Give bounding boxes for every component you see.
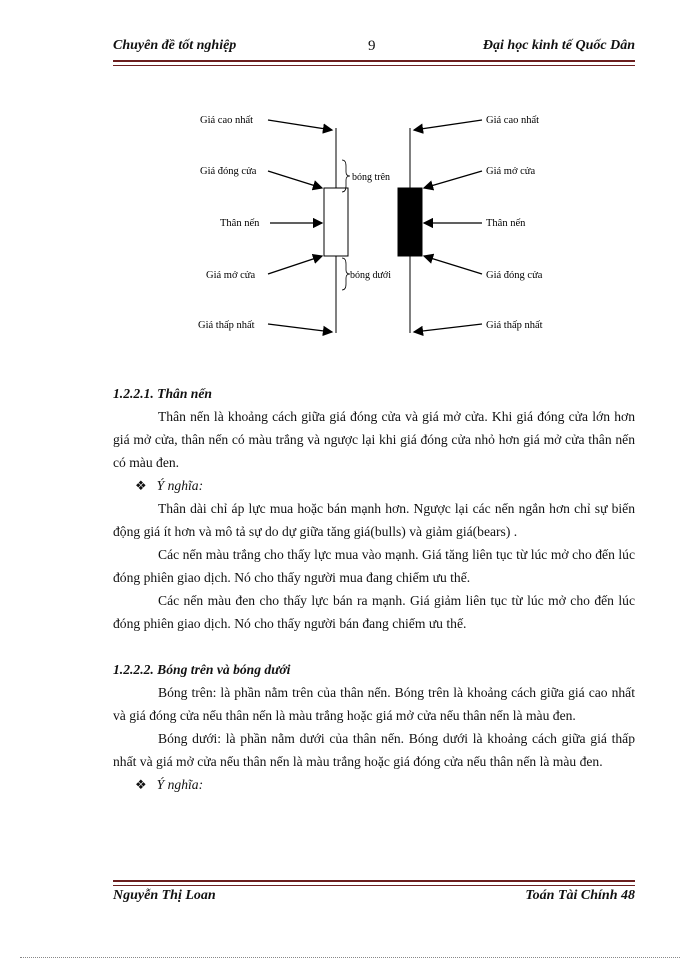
bullet-label: Ý nghĩa: — [156, 777, 204, 792]
paragraph: Các nến màu đen cho thấy lực bán ra mạnh. Giá giảm liên tục từ lúc mở cho đến lúc đóng phiên giao dịch. Nó cho thấy người bán đang chiếm ưu thế. — [113, 593, 635, 631]
footer-course: Toán Tài Chính 48 — [525, 888, 635, 903]
page-footer — [113, 888, 635, 904]
arrow — [424, 256, 482, 274]
header-rule — [113, 60, 635, 66]
candlestick-figure — [190, 108, 570, 348]
right-label-body: Thân nến — [486, 218, 526, 229]
lower-shadow-brace — [342, 258, 350, 290]
right-label-low: Giá thấp nhất — [486, 320, 543, 331]
left-label-open: Giá mở cửa — [206, 270, 256, 281]
black-candle-body — [398, 188, 422, 256]
right-label-open: Giá mở cửa — [486, 166, 536, 177]
page-number: 9 — [368, 38, 376, 54]
left-label-high: Giá cao nhất — [200, 115, 254, 126]
paragraph: Các nến màu trắng cho thấy lực mua vào mạnh. Giá tăng liên tục từ lúc mở cho đến lúc đóng phiên giao dịch. Nó cho thấy người mua đang chiếm ưu thế. — [113, 547, 635, 585]
bullet-y-nghia — [135, 773, 635, 796]
paragraph: Thân nến là khoảng cách giữa giá đóng cửa và giá mở cửa. Khi giá đóng cửa lớn hơn giá mở cửa, thân nến có màu trắng và ngược lại khi giá đóng cửa nhỏ hơn giá mở cửa thân nến có màu đen. — [113, 409, 635, 470]
section-heading-bong: 1.2.2.2. Bóng trên và bóng dưới — [113, 662, 291, 677]
left-label-body: Thân nến — [220, 218, 260, 229]
header-title: Chuyên đề tốt nghiệp — [113, 38, 237, 53]
paragraph: Bóng dưới: là phần nằm dưới của thân nến. Bóng dưới là khoảng cách giữa giá thấp nhất và giá mở cửa nếu thân nến là màu trắng hoặc giá đóng cửa nếu thân nến là màu đen. — [113, 731, 635, 769]
arrow — [414, 324, 482, 332]
lower-shadow-label: bóng dưới — [350, 270, 391, 281]
right-label-high: Giá cao nhất — [486, 115, 540, 126]
left-label-close: Giá đóng cửa — [200, 166, 257, 177]
bullet-y-nghia — [135, 474, 635, 497]
paragraph: Thân dài chỉ áp lực mua hoặc bán mạnh hơn. Ngược lại các nến ngắn hơn chỉ sự biến động giá ít hơn và mô tả sự do dự giữa tăng giá(bulls) và giảm giá(bears) . — [113, 501, 635, 539]
document-body — [113, 382, 635, 796]
arrow — [268, 171, 322, 188]
header-university: Đại học kinh tế Quốc Dân — [482, 38, 635, 53]
footer-author: Nguyễn Thị Loan — [113, 888, 216, 903]
left-label-low: Giá thấp nhất — [198, 320, 255, 331]
diamond-bullet-icon: ❖ — [135, 777, 147, 792]
section-heading-than-nen: 1.2.2.1. Thân nến — [113, 386, 212, 401]
arrow — [268, 324, 332, 332]
upper-shadow-brace — [342, 160, 350, 192]
right-label-close: Giá đóng cửa — [486, 270, 543, 281]
candlestick-diagram — [190, 108, 570, 348]
diamond-bullet-icon: ❖ — [135, 478, 147, 493]
footer-rule — [113, 880, 635, 886]
arrow — [424, 171, 482, 188]
arrow — [414, 120, 482, 130]
arrow — [268, 256, 322, 274]
upper-shadow-label: bóng trên — [352, 172, 391, 183]
white-candle-body — [324, 188, 348, 256]
page-edge-divider — [20, 957, 680, 958]
arrow — [268, 120, 332, 130]
bullet-label: Ý nghĩa: — [156, 478, 204, 493]
page-header — [113, 38, 635, 60]
paragraph: Bóng trên: là phần nằm trên của thân nến. Bóng trên là khoảng cách giữa giá cao nhất và giá đóng cửa nếu thân nến là màu trắng hoặc giá mở cửa nếu thân nến là màu đen. — [113, 685, 635, 723]
